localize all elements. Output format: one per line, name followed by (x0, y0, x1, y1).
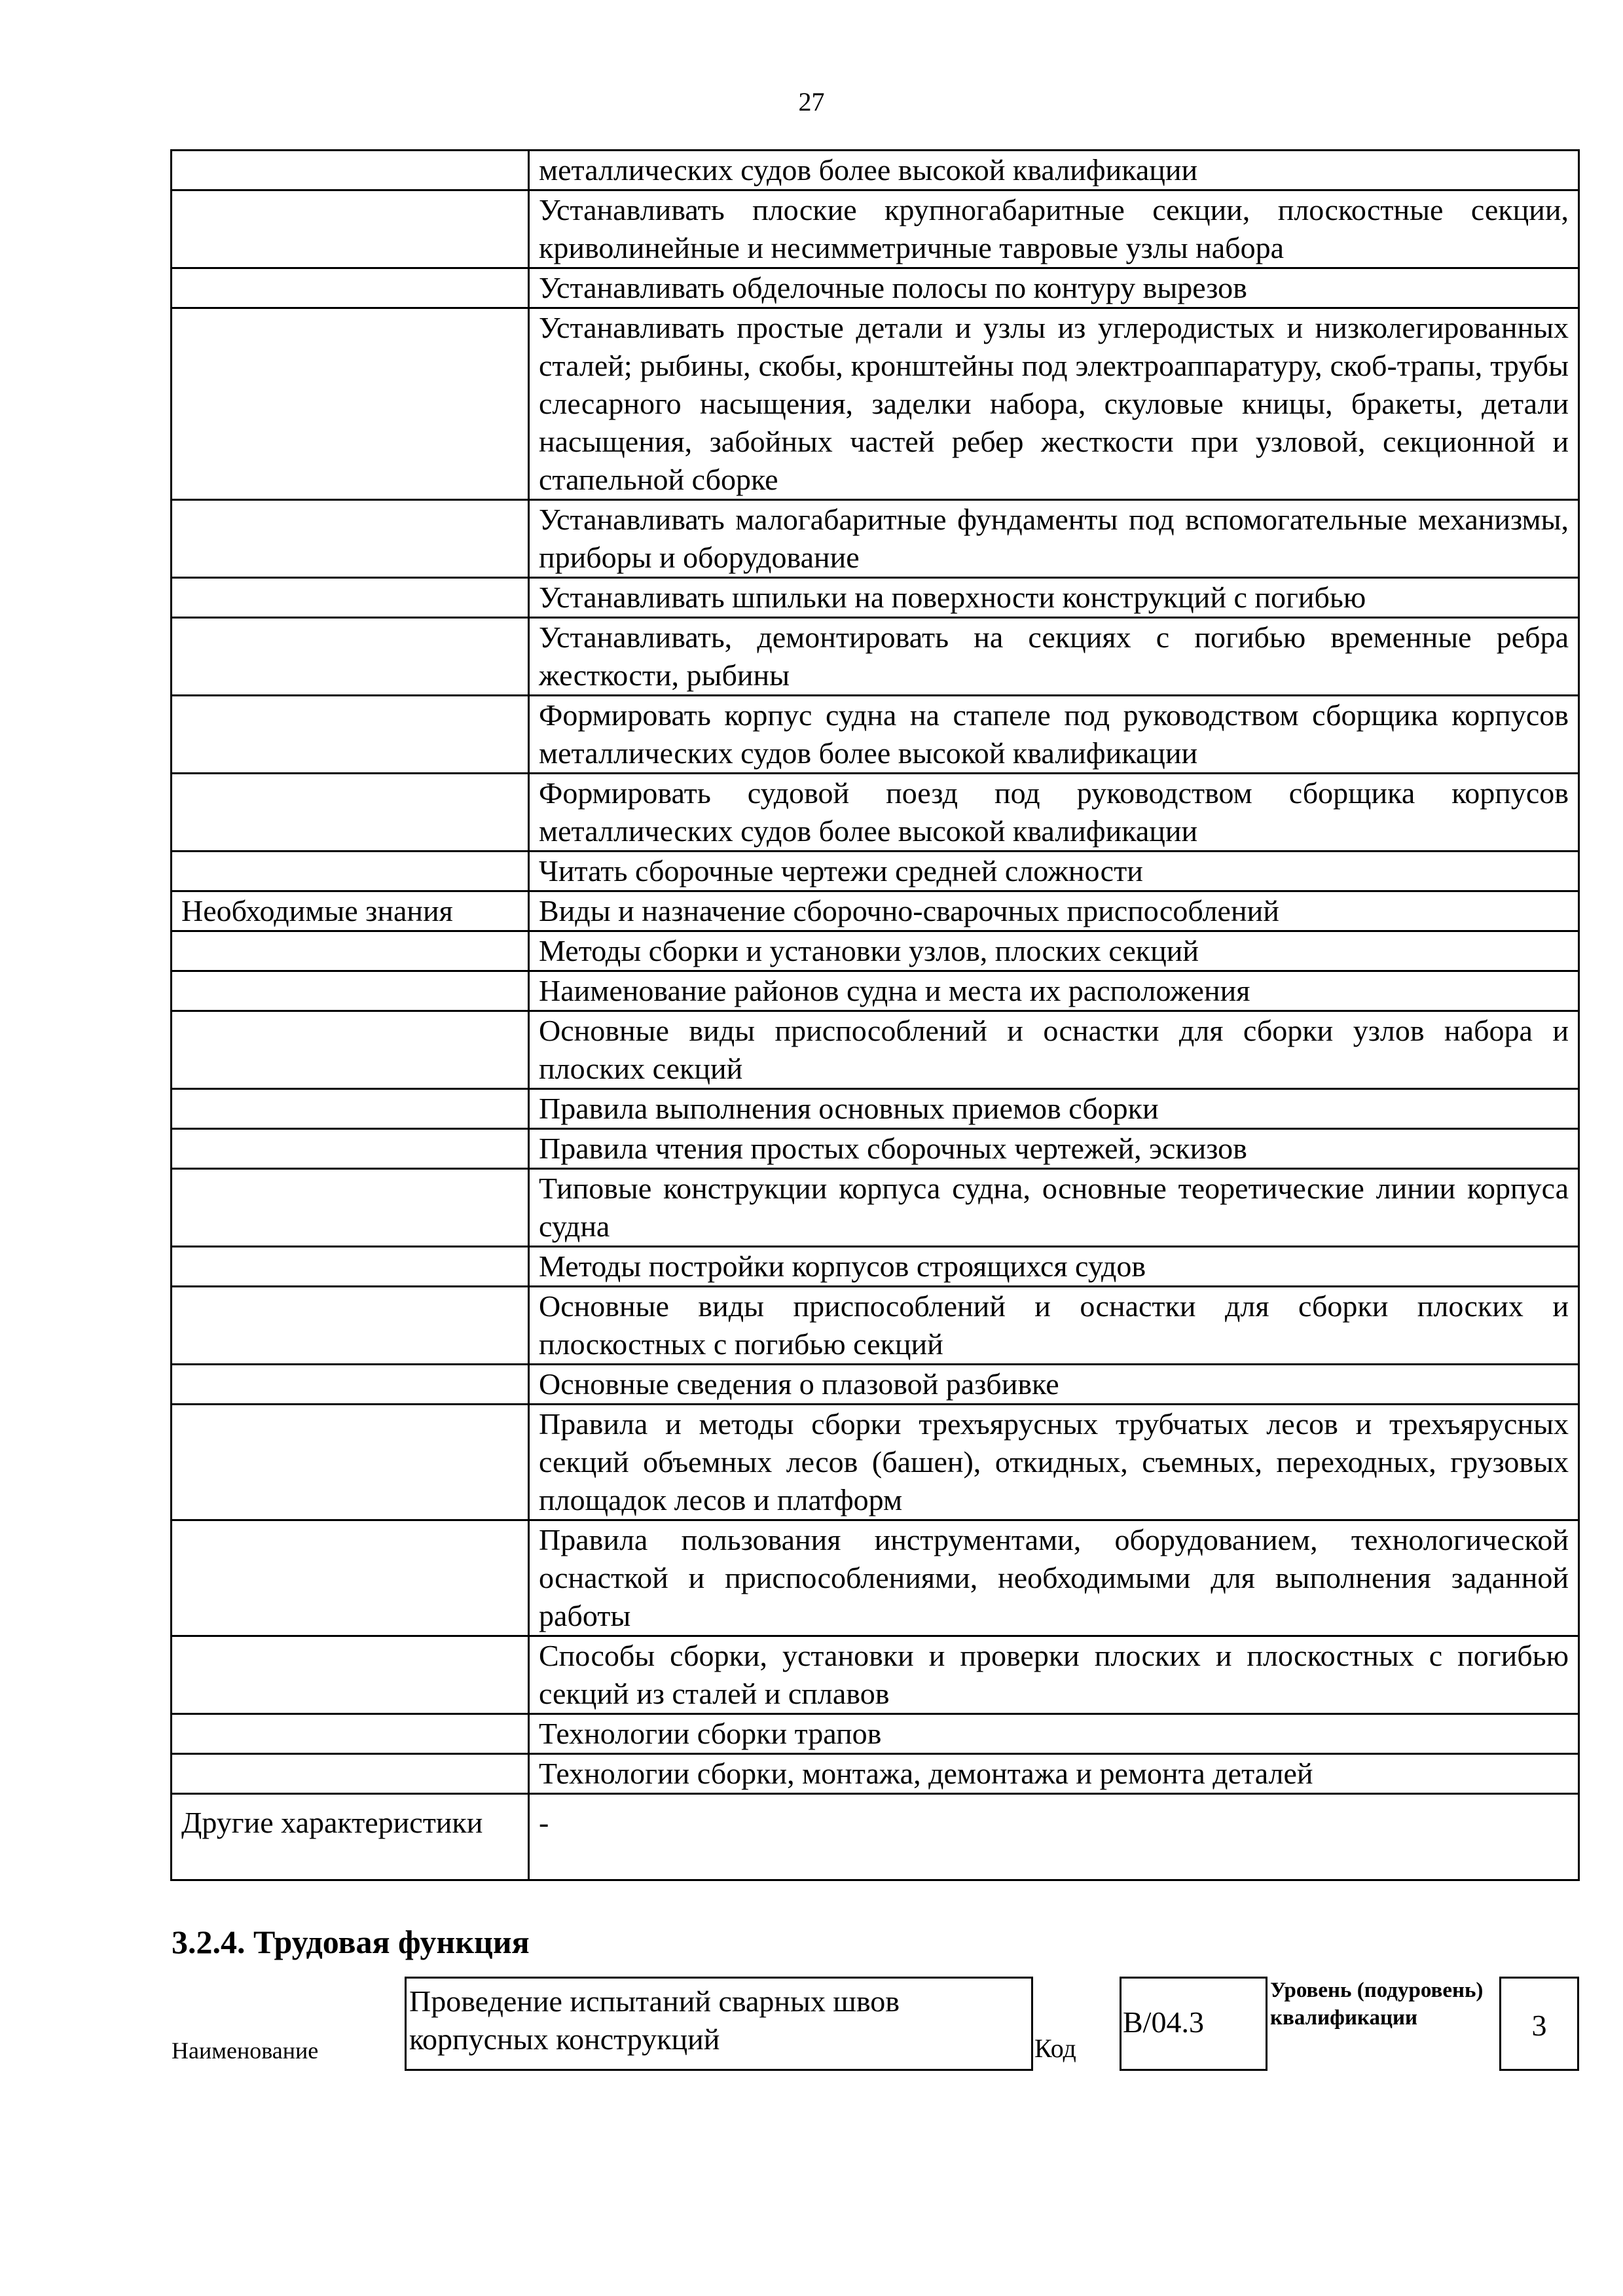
skill-item: Читать сборочные чертежи средней сложности (529, 852, 1579, 891)
table-row (172, 190, 1579, 268)
knowledge-item: Основные виды приспособлений и оснастки для сборки плоских и плоскостных с погибью секций (529, 1287, 1579, 1365)
knowledge-item: Способы сборки, установки и проверки плоских и плоскостных с погибью секций из сталей и сплавов (529, 1636, 1579, 1714)
table-row (172, 151, 1579, 190)
function-name-box: Проведение испытаний сварных швов корпусных конструкций (405, 1977, 1033, 2071)
knowledge-item: Технологии сборки, монтажа, демонтажа и ремонта деталей (529, 1754, 1579, 1794)
skill-item: Устанавливать шпильки на поверхности конструкций с погибью (529, 578, 1579, 618)
knowledge-item: Наименование районов судна и места их расположения (529, 971, 1579, 1011)
knowledge-item: Методы сборки и установки узлов, плоских секций (529, 931, 1579, 971)
name-label: Наименование (172, 2037, 319, 2064)
table-row (172, 931, 1579, 971)
table-row (172, 1520, 1579, 1636)
skill-item: Формировать корпус судна на стапеле под руководством сборщика корпусов металлических судов более высокой квалификации (529, 696, 1579, 774)
table-row (172, 696, 1579, 774)
table-row (172, 1247, 1579, 1287)
skill-item: Устанавливать малогабаритные фундаменты под вспомогательные механизмы, приборы и оборудование (529, 500, 1579, 578)
skill-item: Устанавливать простые детали и узлы из углеродистых и низколегированных сталей; рыбины, скобы, кронштейны под электроаппаратуру, скоб-трапы, трубы слесарного насыщения, заделки набора, скуловые кницы, бракеты, детали насыщения, забойных частей ребер жесткости при узловой, секционной и стапельной сборке (529, 308, 1579, 500)
qualification-level-label: Уровень (подуровень) квалификации (1270, 1979, 1484, 2030)
table-row (172, 1169, 1579, 1247)
knowledge-item: Технологии сборки трапов (529, 1714, 1579, 1754)
table-row (172, 500, 1579, 578)
table-row (172, 1636, 1579, 1714)
table-row (172, 774, 1579, 852)
table-row (172, 1287, 1579, 1365)
skill-item: Устанавливать обделочные полосы по контуру вырезов (529, 268, 1579, 308)
table-row (172, 891, 1579, 931)
other-label: Другие характеристики (172, 1794, 529, 1880)
table-row (172, 618, 1579, 696)
knowledge-item: Правила чтения простых сборочных чертежей, эскизов (529, 1129, 1579, 1169)
competency-table (170, 149, 1580, 1881)
table-row (172, 308, 1579, 500)
knowledge-item: Основные сведения о плазовой разбивке (529, 1365, 1579, 1405)
section-heading: 3.2.4. Трудовая функция (172, 1924, 530, 1960)
table-row (172, 971, 1579, 1011)
function-code-box: B/04.3 (1120, 1977, 1267, 2071)
knowledge-item: Виды и назначение сборочно-сварочных приспособлений (529, 891, 1579, 931)
skill-item: металлических судов более высокой квалификации (529, 151, 1579, 190)
knowledge-label: Необходимые знания (172, 891, 529, 931)
table-row (172, 1794, 1579, 1880)
table-row (172, 852, 1579, 891)
table-row (172, 578, 1579, 618)
qualification-level-box: 3 (1499, 1977, 1579, 2071)
code-label: Код (1034, 2034, 1076, 2063)
table-row (172, 1011, 1579, 1089)
skill-item: Устанавливать, демонтировать на секциях с погибью временные ребра жесткости, рыбины (529, 618, 1579, 696)
table-row (172, 268, 1579, 308)
knowledge-item: Правила пользования инструментами, оборудованием, технологической оснасткой и приспособлениями, необходимыми для выполнения заданной работы (529, 1520, 1579, 1636)
table-row (172, 1754, 1579, 1794)
table-row (172, 1365, 1579, 1405)
knowledge-item: Типовые конструкции корпуса судна, основные теоретические линии корпуса судна (529, 1169, 1579, 1247)
table-row (172, 1405, 1579, 1520)
table-row (172, 1089, 1579, 1129)
page-number: 27 (798, 87, 825, 117)
other-value: - (529, 1794, 1579, 1880)
knowledge-item: Методы постройки корпусов строящихся судов (529, 1247, 1579, 1287)
knowledge-item: Основные виды приспособлений и оснастки для сборки узлов набора и плоских секций (529, 1011, 1579, 1089)
labor-function-row (172, 1977, 1579, 2101)
knowledge-item: Правила выполнения основных приемов сборки (529, 1089, 1579, 1129)
skills-label-cell (172, 151, 529, 190)
skill-item: Устанавливать плоские крупногабаритные секции, плоскостные секции, криволинейные и несимметричные тавровые узлы набора (529, 190, 1579, 268)
table-row (172, 1129, 1579, 1169)
table-row (172, 1714, 1579, 1754)
knowledge-item: Правила и методы сборки трехъярусных трубчатых лесов и трехъярусных секций объемных лесов (башен), откидных, съемных, переходных, грузовых площадок лесов и платформ (529, 1405, 1579, 1520)
skill-item: Формировать судовой поезд под руководством сборщика корпусов металлических судов более высокой квалификации (529, 774, 1579, 852)
